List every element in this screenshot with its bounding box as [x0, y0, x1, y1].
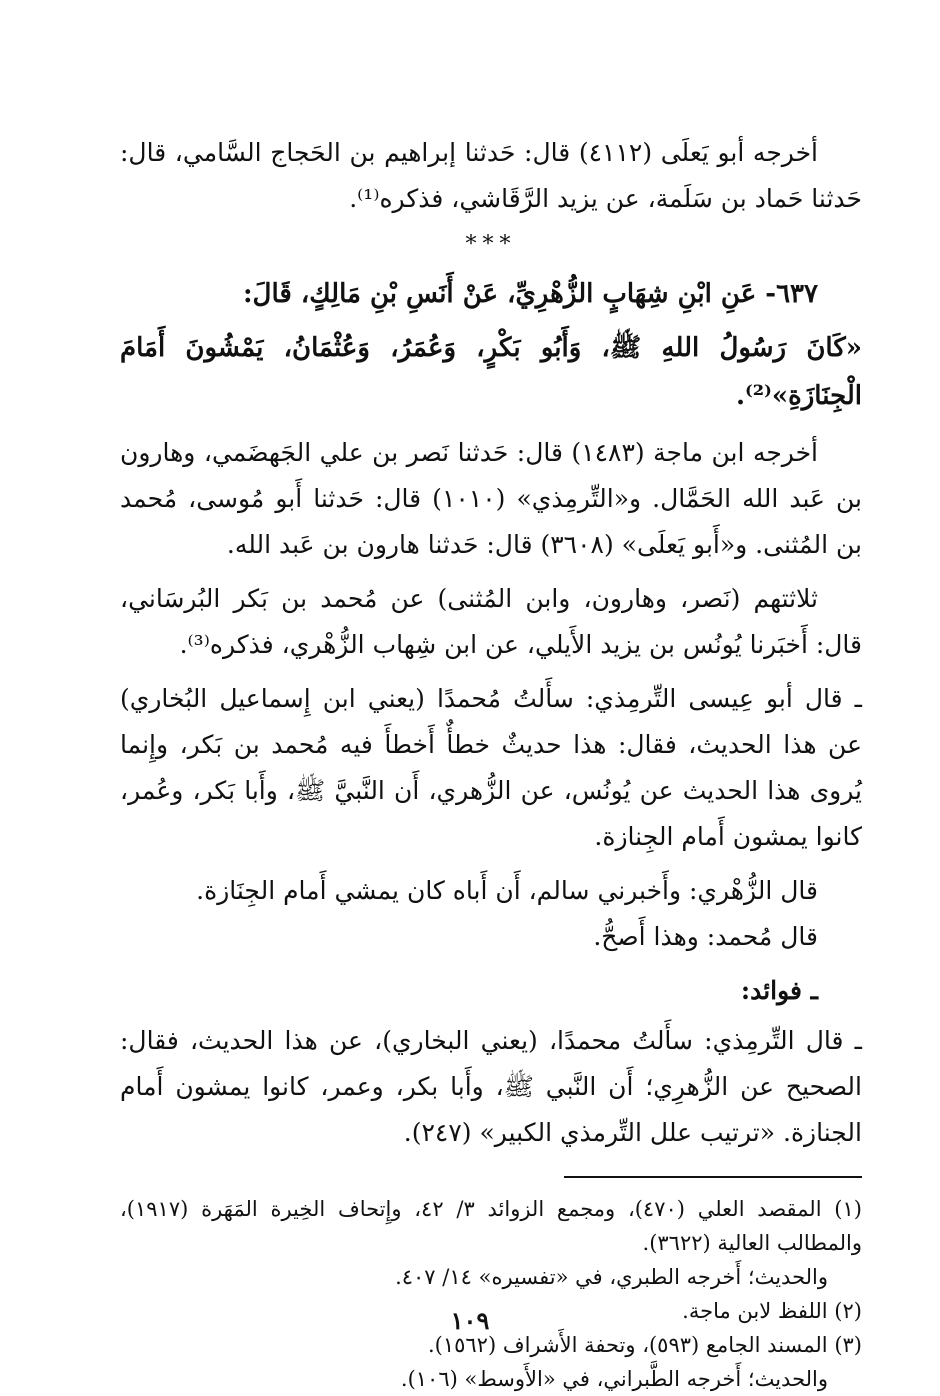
footnote-3-continuation: والحديث؛ أَخرجه الطَّبراني، في «الأَوسط» (١٠٦).	[400, 1367, 828, 1391]
hadith-text: «كَانَ رَسُولُ اللهِ ﷺ، وَأَبُو بَكْرٍ، وَعُمَرُ، وَعُثْمَانُ، يَمْشُونَ أَمَامَ الْجِنَازَةِ»⁽²⁾.	[120, 333, 862, 411]
fawaid-heading: ـ فوائد:	[740, 976, 818, 1005]
takhrij-paragraph-2: ثلاثتهم (نَصر، وهارون، وابن المُثنى) عن مُحمد بن بَكر البُرسَاني، قال: أَخبَرنا يُونُس بن يزيد الأَيلي، عن ابن شِهاب الزُّهْري، فذكره⁽³⁾.	[120, 584, 862, 659]
footnote-2: (٢) اللفظ لابن ماجة.	[682, 1299, 862, 1323]
takhrij-paragraph-1: أخرجه ابن ماجة (١٤٨٣) قال: حَدثنا نَصر بن علي الجَهضَمي، وهارون بن عَبد الله الحَمَّال. و«التِّرمِذي» (١٠١٠) قال: حَدثنا أَبو مُوسى، مُحمد بن المُثنى. و«أَبو يَعلَى» (٣٦٠٨) قال: حَدثنا هارون بن عَبد الله.	[120, 438, 862, 559]
footnotes	[120, 1192, 862, 1396]
footnote-1-continuation: والحديث؛ أَخرجه الطبري، في «تفسيره» ١٤/ ٤٠٧.	[395, 1265, 828, 1289]
fawaid-text: ـ قال التِّرمِذي: سأَلتُ محمدًا، (يعني البخاري)، عن هذا الحديث، فقال: الصحيح عن الزُّهرِي؛ أَن النَّبي ﷺ، وأَبا بكر، وعمر، كانوا يمشون أَمام الجنازة. «ترتيب علل التِّرمذي الكبير» (٢٤٧).	[120, 1026, 862, 1147]
hadith-header: ٦٣٧- عَنِ ابْنِ شِهَابٍ الزُّهْرِيِّ، عَنْ أَنَسِ بْنِ مَالِكٍ، قَالَ:	[242, 279, 818, 309]
zuhri-note: قال الزُّهْري: وأَخبرني سالم، أَن أَباه كان يمشي أَمام الجِنَازة.	[196, 876, 818, 905]
section-separator: ***	[465, 232, 517, 257]
tirmidhi-comment: ـ قال أبو عِيسى التِّرمِذي: سأَلتُ مُحمدًا (يعني ابن إِسماعيل البُخاري) عن هذا الحديث، فقال: هذا حديثٌ خطأٌ أَخطأَ فيه مُحمد بن بَكر، وإِنما يُروى هذا الحديث عن يُونُس، عن الزُّهري، أَن النَّبيَّ ﷺ، وأَبا بَكر، وعُمر، كانوا يمشون أَمام الجِنازة.	[120, 684, 862, 851]
footnote-divider	[564, 1176, 862, 1178]
page-number: ١٠٩	[450, 1306, 490, 1335]
footnote-1: (١) المقصد العلي (٤٧٠)، ومجمع الزوائد ٣/ ٤٢، وإِتحاف الخِيرة المَهَرة (١٩١٧)، والمطالب العالية (٣٦٢٢).	[120, 1197, 862, 1255]
muhammad-note: قال مُحمد: وهذا أَصحُّ.	[593, 922, 818, 951]
takhrij-paragraph-top: أخرجه أبو يَعلَى (٤١١٢) قال: حَدثنا إبراهيم بن الحَجاج السَّامي، قال: حَدثنا حَماد بن سَلَمة، عن يزيد الرَّقَاشي، فذكره⁽¹⁾.	[120, 138, 862, 213]
footnote-3: (٣) المسند الجامع (٥٩٣)، وتحفة الأَشراف (١٥٦٢).	[427, 1333, 862, 1357]
